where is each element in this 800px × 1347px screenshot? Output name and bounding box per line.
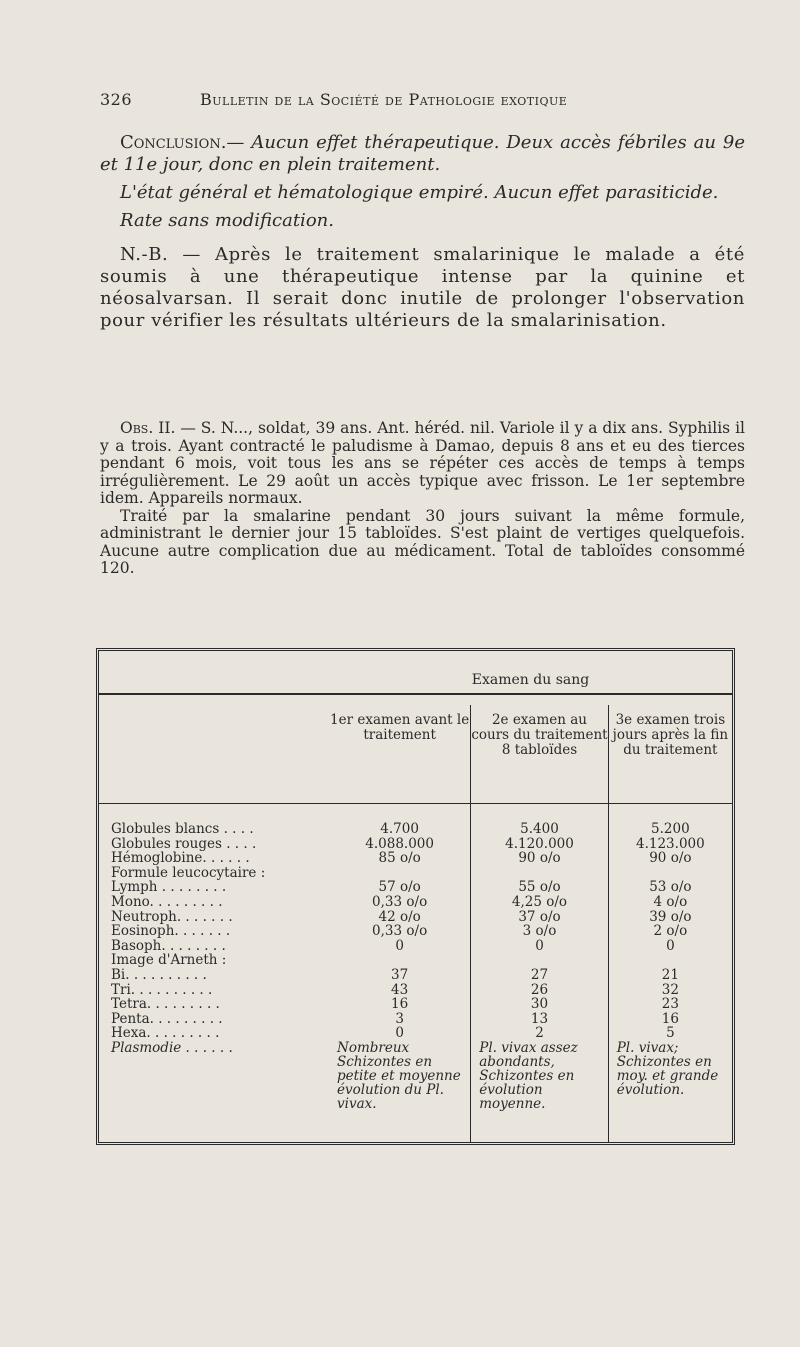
cell-plasmodie: Pl. vivax assez abondants, Schizontes en évolution moyenne. bbox=[479, 1039, 578, 1112]
cell: 4.700 bbox=[380, 821, 419, 837]
cell: 85 o/o bbox=[378, 850, 421, 867]
cell: 0 bbox=[395, 1025, 404, 1042]
cell: 4.123.000 bbox=[636, 835, 705, 852]
row-labels bbox=[99, 804, 329, 1143]
cell bbox=[329, 953, 470, 968]
obs-paragraph-1: — S. N..., soldat, 39 ans. Ant. héréd. nil. Variole il y a dix ans. Syphilis il y a trois. Ayant contracté le paludisme à Damao, depuis 8 ans et eu des tierces pendant 6 mois, voit tous les ans se répéter ces accès de temps à temps irrégulièrement. Le 29 août un accès typique avec frisson. Le 1er septembre idem. Appareils normaux. bbox=[100, 419, 745, 507]
row-label: Tri. . . . . . . . . . bbox=[111, 981, 213, 998]
cell: 32 bbox=[661, 981, 679, 998]
obs-paragraph-2: Traité par la smalarine pendant 30 jours suivant la même formule, administrant le dernier jour 15 tabloïdes. S'est plaint de vertiges quelquefois. Aucune autre complication due au médicament. Total de tabloïdes consommé 120. bbox=[100, 506, 745, 577]
row-label: Eosinoph. . . . . . . bbox=[111, 923, 231, 940]
cell bbox=[609, 866, 732, 881]
cell: 3 bbox=[395, 1010, 404, 1027]
cell: 43 bbox=[391, 981, 409, 998]
column-values-2 bbox=[471, 804, 608, 1143]
cell: 0,33 o/o bbox=[372, 923, 428, 940]
column-values-1 bbox=[329, 804, 471, 1143]
cell: 27 bbox=[530, 966, 549, 983]
cell bbox=[471, 953, 607, 968]
conclusion-section bbox=[100, 132, 745, 332]
cell: 30 bbox=[530, 996, 549, 1013]
cell: 5 bbox=[666, 1025, 675, 1042]
row-label: Neutroph. . . . . . . bbox=[111, 908, 233, 925]
column-header-2: 2e examen au cours du traitement 8 tabloïdes bbox=[471, 705, 608, 804]
cell: 26 bbox=[530, 981, 549, 998]
row-label: Hémoglobine. . . . . . bbox=[111, 850, 250, 867]
cell bbox=[471, 866, 607, 881]
cell-plasmodie: Pl. vivax; Schizontes en moy. et grande évolution. bbox=[616, 1039, 719, 1098]
row-label: Image d'Arneth : bbox=[111, 952, 227, 969]
page-number: 326 bbox=[100, 90, 133, 109]
cell: 16 bbox=[391, 996, 409, 1013]
cell: 23 bbox=[661, 996, 679, 1013]
cell bbox=[609, 953, 732, 968]
cell: 53 o/o bbox=[649, 879, 692, 896]
cell: 5.200 bbox=[651, 821, 690, 837]
cell: 0 bbox=[535, 937, 544, 954]
cell: 2 bbox=[535, 1025, 544, 1042]
cell-plasmodie: Nombreux Schizontes en petite et moyenne évolution du Pl. vivax. bbox=[337, 1039, 461, 1112]
cell: 57 o/o bbox=[378, 879, 421, 896]
conclusion-line-3: Rate sans modification. bbox=[120, 210, 334, 231]
observation-section bbox=[100, 420, 745, 578]
cell: 37 bbox=[391, 966, 409, 983]
row-label: Bi. . . . . . . . . . bbox=[111, 966, 207, 983]
cell: 90 o/o bbox=[649, 850, 692, 867]
column-values-3 bbox=[608, 804, 732, 1143]
row-label: Hexa. . . . . . . . . bbox=[111, 1025, 220, 1042]
row-label: Formule leucocytaire : bbox=[111, 864, 266, 881]
cell: 55 o/o bbox=[518, 879, 561, 896]
cell: 42 o/o bbox=[378, 908, 421, 925]
row-label: Lymph . . . . . . . . bbox=[111, 879, 227, 896]
cell: 5.400 bbox=[520, 821, 559, 837]
cell: 90 o/o bbox=[518, 850, 561, 867]
running-head: Bulletin de la Société de Pathologie exotique bbox=[200, 90, 568, 109]
cell: 21 bbox=[661, 966, 679, 983]
cell: 0 bbox=[395, 937, 404, 954]
row-label: Globules rouges . . . . bbox=[111, 835, 257, 852]
conclusion-label: Conclusion.— bbox=[120, 132, 245, 153]
column-header-1: 1er examen avant le traitement bbox=[329, 705, 471, 804]
cell: 4.088.000 bbox=[365, 835, 434, 852]
conclusion-line-1: Aucun effet thérapeutique. Deux accès fébriles au 9e et 11e jour, donc en plein traitement. bbox=[100, 132, 745, 175]
nb-paragraph: N.-B. — Après le traitement smalarinique le malade a été soumis à une thérapeutique intense par la quinine et néosalvarsan. Il serait donc inutile de prolonger l'observation pour vérifier les résultats ultérieurs de la smalarinisation. bbox=[100, 244, 745, 331]
row-label: Mono. . . . . . . . . bbox=[111, 893, 223, 910]
conclusion-line-2: L'état général et hématologique empiré. Aucun effet parasiticide. bbox=[120, 182, 719, 203]
cell: 16 bbox=[661, 1010, 679, 1027]
cell: 4.120.000 bbox=[505, 835, 574, 852]
blood-exam-table bbox=[96, 648, 735, 1145]
cell: 37 o/o bbox=[518, 908, 561, 925]
row-label: Penta. . . . . . . . . bbox=[111, 1010, 223, 1027]
cell: 4 o/o bbox=[653, 893, 688, 910]
cell: 3 o/o bbox=[522, 923, 557, 940]
table-title: Examen du sang bbox=[471, 672, 590, 688]
row-label: Tetra. . . . . . . . . bbox=[111, 996, 220, 1013]
cell: 39 o/o bbox=[649, 908, 692, 925]
row-label: Basoph. . . . . . . . bbox=[111, 937, 226, 954]
cell: 4,25 o/o bbox=[511, 893, 568, 910]
cell bbox=[329, 866, 470, 881]
cell: 0 bbox=[666, 937, 675, 954]
cell: 13 bbox=[530, 1010, 549, 1027]
cell: 0,33 o/o bbox=[372, 893, 428, 910]
column-header-3: 3e examen trois jours après la fin du traitement bbox=[608, 705, 732, 804]
obs-label: Obs. II. bbox=[120, 419, 176, 437]
row-label-plasmodie: Plasmodie . . . . . . bbox=[111, 1039, 233, 1056]
row-label: Globules blancs . . . . bbox=[111, 821, 254, 837]
cell: 2 o/o bbox=[653, 923, 688, 940]
